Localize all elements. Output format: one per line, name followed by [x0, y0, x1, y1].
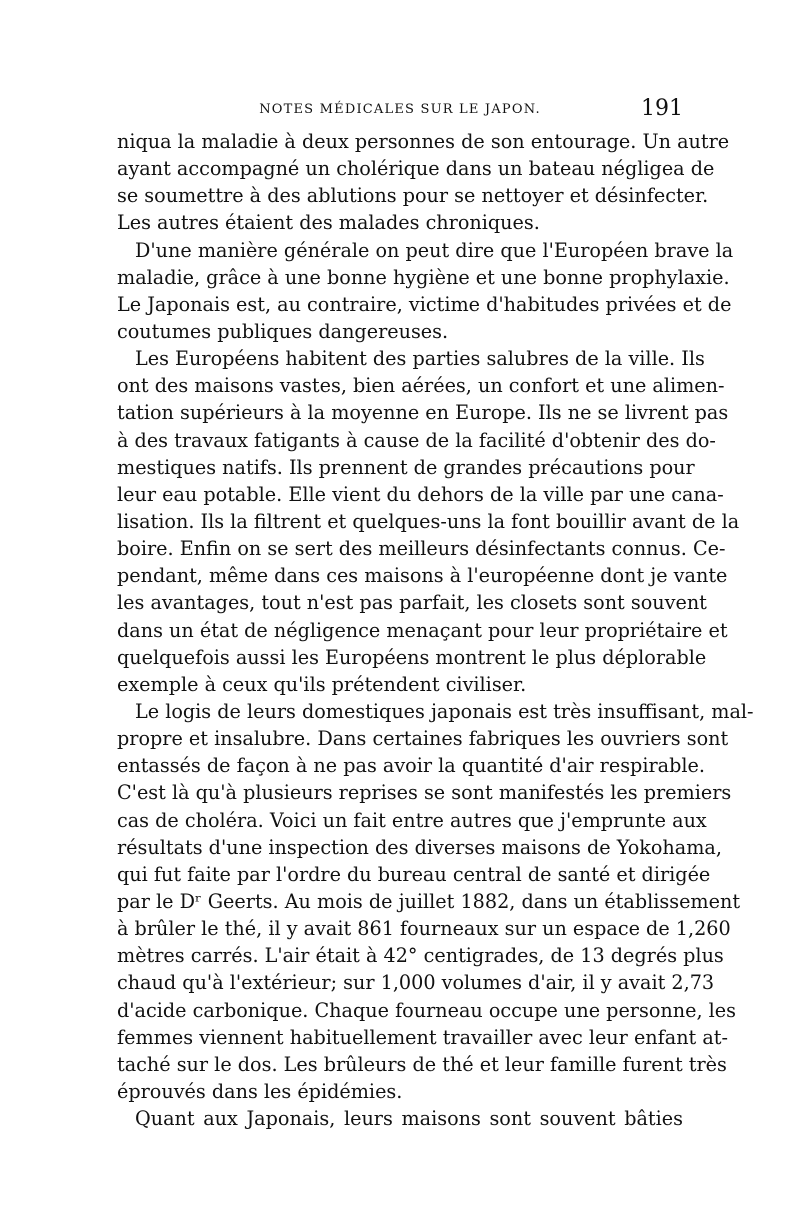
- text-line: taché sur le dos. Les brûleurs de thé et leur famille furent très: [117, 1052, 727, 1076]
- text-line: maladie, grâce à une bonne hygiène et une bonne prophylaxie.: [117, 265, 730, 289]
- text-line: tation supérieurs à la moyenne en Europe. Ils ne se livrent pas: [117, 401, 729, 425]
- text-line: chaud qu'à l'extérieur; sur 1,000 volumes d'air, il y avait 2,73: [117, 971, 715, 995]
- text-line: exemple à ceux qu'ils prétendent civiliser.: [117, 672, 527, 696]
- text-line: les avantages, tout n'est pas parfait, les closets sont souvent: [117, 591, 707, 615]
- text-line: boire. Enfin on se sert des meilleurs désinfectants connus. Ce-: [117, 537, 726, 561]
- text-line: mètres carrés. L'air était à 42° centigrades, de 13 degrés plus: [117, 944, 724, 968]
- text-line: d'acide carbonique. Chaque fourneau occupe une personne, les: [117, 998, 736, 1022]
- text-line: qui fut faite par l'ordre du bureau central de santé et dirigée: [117, 862, 711, 886]
- text-line: niqua la maladie à deux personnes de son entourage. Un autre: [117, 130, 730, 153]
- text-line: par le Dʳ Geerts. Au mois de juillet 1882, dans un établissement: [117, 889, 741, 913]
- text-line: éprouvés dans les épidémies.: [117, 1079, 403, 1103]
- text-line: entassés de façon à ne pas avoir la quantité d'air respirable.: [117, 754, 705, 778]
- text-line: C'est là qu'à plusieurs reprises se sont manifestés les premiers: [117, 781, 732, 805]
- text-line: Le logis de leurs domestiques japonais est très insuffisant, mal-: [135, 699, 754, 723]
- text-line: résultats d'une inspection des diverses maisons de Yokohama,: [117, 835, 722, 859]
- text-line: leur eau potable. Elle vient du dehors de la ville par une cana-: [117, 482, 724, 506]
- text-line: à brûler le thé, il y avait 861 fourneaux sur un espace de 1,260: [117, 917, 731, 941]
- text-line: mestiques natifs. Ils prennent de grandes précautions pour: [117, 455, 695, 479]
- text-line: femmes viennent habituellement travailler avec leur enfant at-: [117, 1025, 728, 1049]
- text-line: ont des maisons vastes, bien aérées, un confort et une alimen-: [117, 374, 725, 398]
- text-line: D'une manière générale on peut dire que l'Européen brave la: [135, 238, 734, 262]
- text-line: Le Japonais est, au contraire, victime d'habitudes privées et de: [117, 292, 732, 316]
- running-head: [117, 96, 683, 126]
- body-text: [117, 128, 754, 1132]
- text-line: quelquefois aussi les Européens montrent le plus déplorable: [117, 645, 707, 669]
- text-line: Les Européens habitent des parties salubres de la ville. Ils: [135, 347, 705, 371]
- text-line: ayant accompagné un cholérique dans un bateau négligea de: [117, 157, 715, 181]
- text-line: propre et insalubre. Dans certaines fabriques les ouvriers sont: [117, 727, 729, 751]
- text-line: lisation. Ils la filtrent et quelques-uns la font bouillir avant de la: [117, 509, 740, 533]
- text-line: dans un état de négligence menaçant pour leur propriétaire et: [117, 618, 728, 642]
- text-line: pendant, même dans ces maisons à l'européenne dont je vante: [117, 564, 728, 588]
- text-line: Les autres étaient des malades chroniques.: [117, 211, 540, 235]
- running-title: NOTES MÉDICALES SUR LE JAPON.: [259, 102, 541, 117]
- text-line: cas de choléra. Voici un fait entre autres que j'emprunte aux: [117, 808, 707, 832]
- text-line: Quant aux Japonais, leurs maisons sont souvent bâties: [135, 1107, 683, 1131]
- text-line: coutumes publiques dangereuses.: [117, 319, 449, 343]
- page-number: 191: [641, 96, 683, 121]
- text-line: à des travaux fatigants à cause de la facilité d'obtenir des do-: [117, 428, 716, 452]
- text-line: se soumettre à des ablutions pour se nettoyer et désinfecter.: [117, 184, 709, 208]
